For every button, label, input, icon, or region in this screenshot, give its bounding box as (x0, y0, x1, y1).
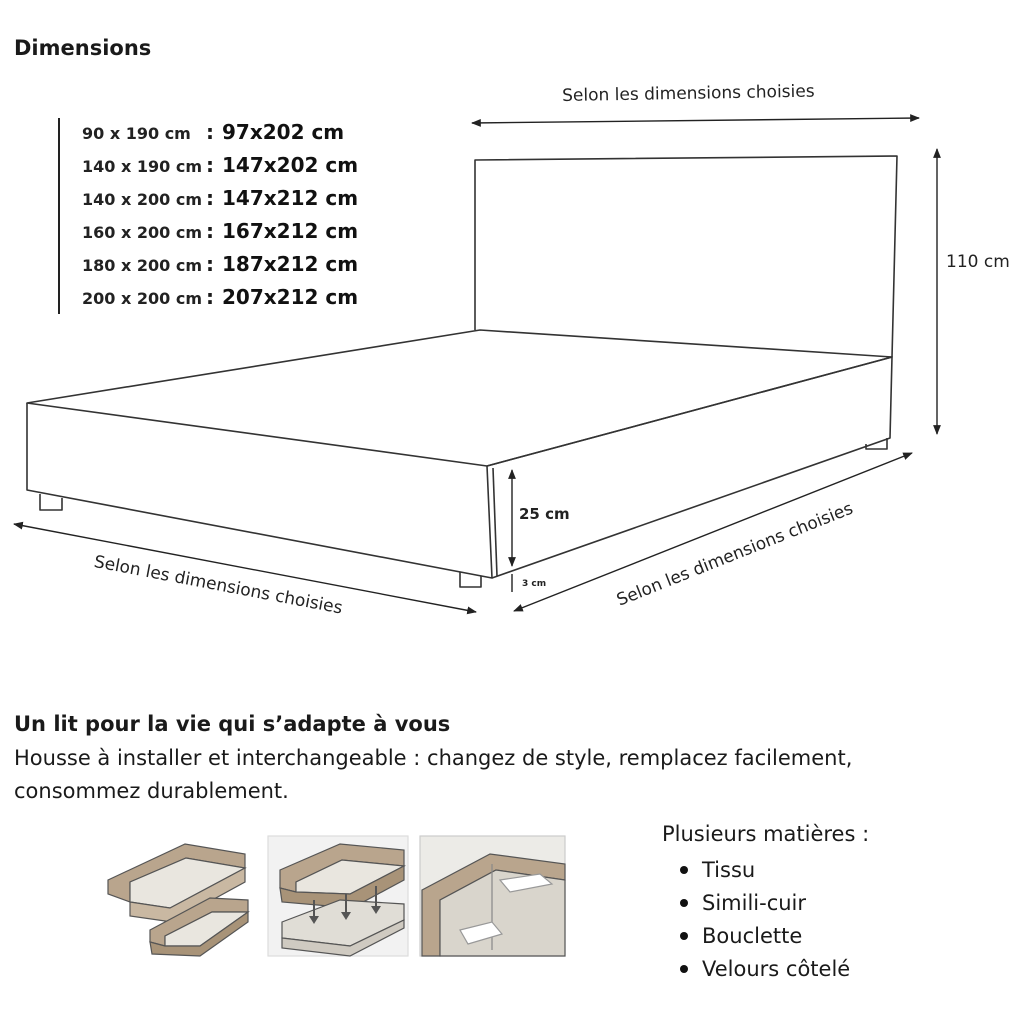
size-colon: : (206, 285, 214, 309)
bed-top-shape (27, 330, 892, 466)
size-original: 200 x 200 cm (82, 289, 202, 308)
base-height-label: 25 cm (519, 505, 570, 523)
length-arrow (514, 453, 912, 611)
size-colon: : (206, 252, 214, 276)
headboard-width-label: Selon les dimensions choisies (562, 81, 815, 106)
cover-frames-illustration (108, 844, 248, 956)
size-original: 160 x 200 cm (82, 223, 202, 242)
materials-list (662, 856, 850, 988)
cover-description: Housse à installer et interchangeable : changez de style, remplacez facilement, consommez durablement. (14, 746, 853, 803)
bed-side-face (487, 357, 892, 578)
size-colon: : (206, 120, 214, 144)
size-final: 167x212 cm (222, 219, 359, 243)
dimensions-title: Dimensions (14, 36, 152, 60)
size-original: 140 x 200 cm (82, 190, 202, 209)
feet-height-label: 3 cm (522, 579, 547, 589)
material-item: Simili-cuir (662, 889, 850, 922)
size-colon: : (206, 219, 214, 243)
cover-title: Un lit pour la vie qui s’adapte à vous (14, 712, 451, 736)
size-original: 180 x 200 cm (82, 256, 202, 275)
material-item: Bouclette (662, 922, 850, 955)
cover-illustrations (100, 830, 570, 960)
materials-title: Plusieurs matières : (662, 822, 870, 846)
cover-corner-illustration (420, 836, 565, 956)
size-final: 147x212 cm (222, 186, 359, 210)
cover-install-illustration (268, 836, 408, 956)
material-item: Tissu (662, 856, 850, 889)
headboard-height-label: 110 cm (946, 252, 1010, 272)
material-item: Velours côtelé (662, 955, 850, 988)
size-original: 90 x 190 cm (82, 124, 191, 143)
size-final: 187x212 cm (222, 252, 359, 276)
size-colon: : (206, 153, 214, 177)
width-label: Selon les dimensions choisies (92, 552, 345, 619)
length-label: Selon les dimensions choisies (614, 498, 856, 611)
size-final: 207x212 cm (222, 285, 359, 309)
size-colon: : (206, 186, 214, 210)
headboard-shape (475, 156, 897, 357)
headboard-width-arrow (472, 118, 919, 123)
size-final: 97x202 cm (222, 120, 345, 144)
size-final: 147x202 cm (222, 153, 359, 177)
size-original: 140 x 190 cm (82, 157, 202, 176)
